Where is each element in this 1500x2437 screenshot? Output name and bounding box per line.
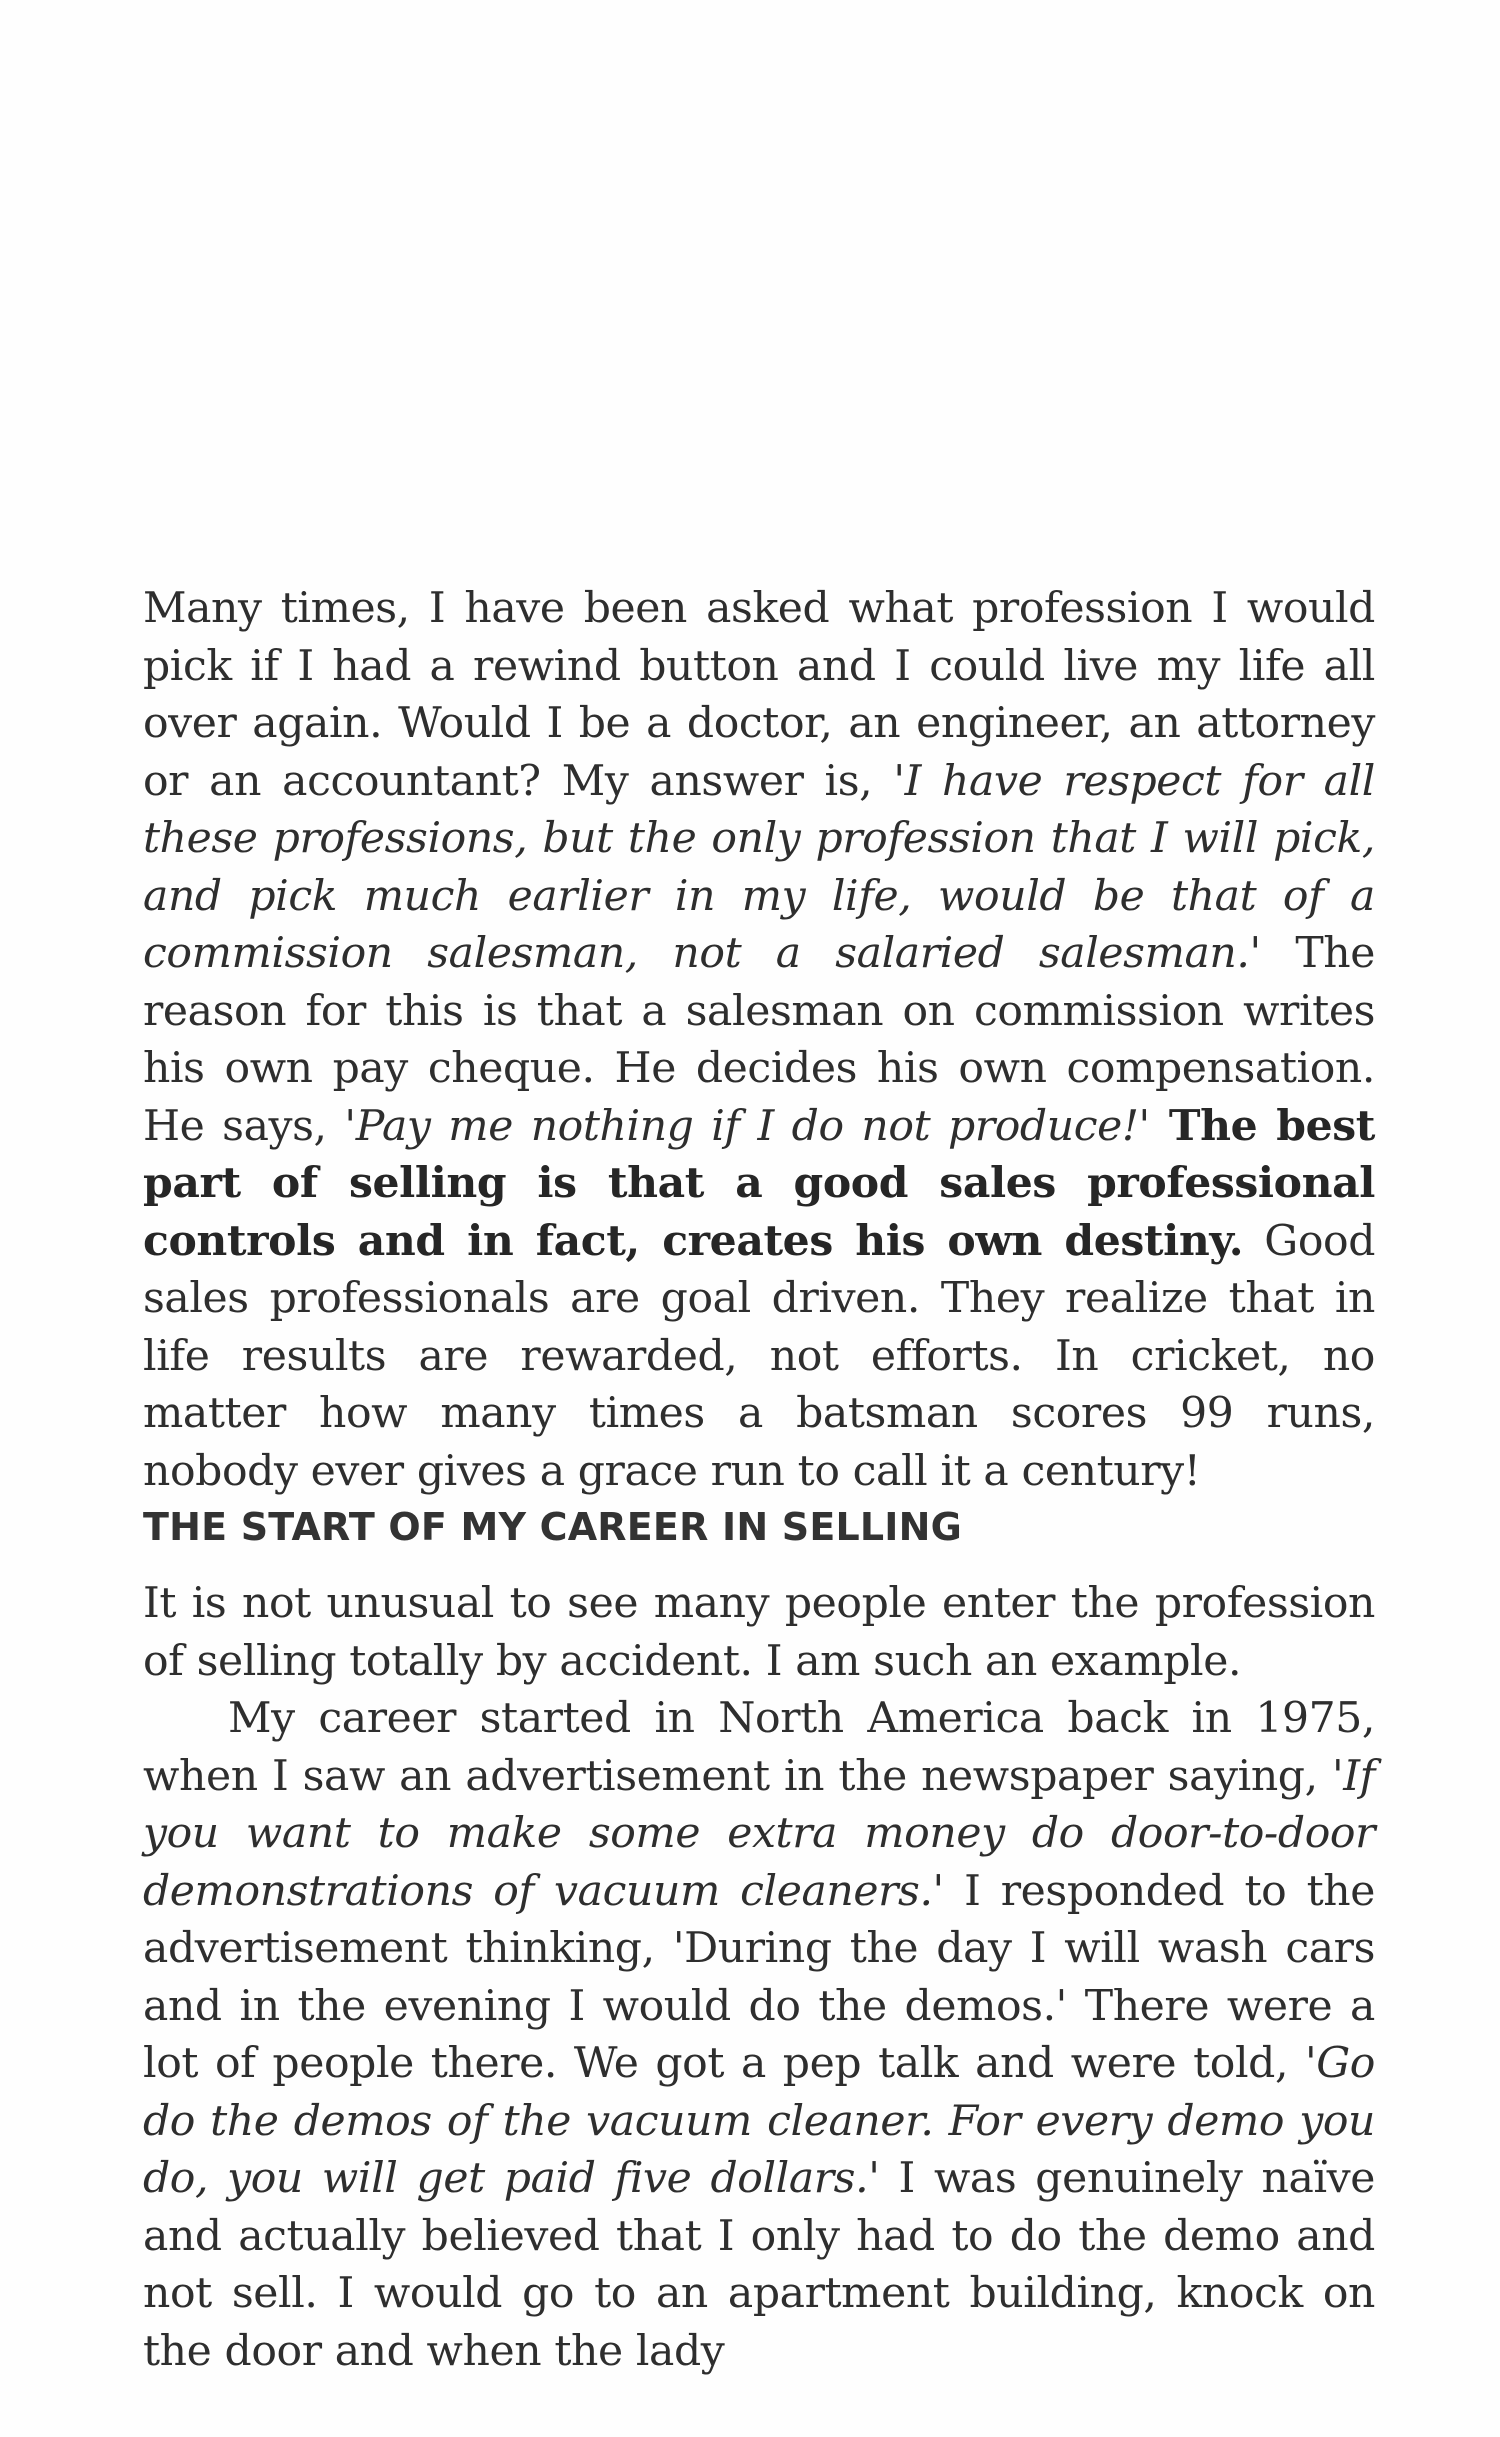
body-paragraph-1: [143, 580, 1375, 1500]
body-section-2: [143, 1575, 1375, 2380]
p3-italic-quote-1: 'If you want to make some extra money do door-to-door demonstrations of vacuum cleaners.': [143, 1751, 1375, 1916]
p1-italic-quote-2: 'Pay me nothing if I do not produce!': [344, 1101, 1150, 1151]
body-paragraph-2: It is not unusual to see many people enter the profession of selling totally by accident. I am such an example.: [143, 1579, 1375, 1686]
body-paragraph-3: [143, 1690, 1375, 2380]
p3-text-2: I responded to the advertisement thinking, 'During the day I will wash cars and in the evening I would do the demos.' There were a lot of people there. We got a pep talk and were told,: [143, 1866, 1375, 2088]
section-heading: THE START OF MY CAREER IN SELLING: [143, 1505, 963, 1549]
p1-text-1: Many times, I have been asked what profession I would pick if I had a rewind button and I could live my life all over again. Would I be a doctor, an engineer, an attorney or an accountant? My answer is,: [143, 584, 1375, 806]
p3-italic-quote-2: 'Go do the demos of the vacuum cleaner. For every demo you do, you will get paid five dollars.': [143, 2039, 1375, 2203]
p1-text-3: Good sales professionals are goal driven. They realize that in life results are rewarded, not efforts. In cricket, no matter how many times a batsman scores 99 runs, nobody ever gives a grace run to call it a century!: [143, 1216, 1375, 1496]
p3-text-1: My career started in North America back in 1975, when I saw an advertisement in the newspaper saying,: [143, 1694, 1375, 1801]
p1-bold-statement: The best part of selling is that a good sales professional controls and in fact, creates his own destiny.: [143, 1100, 1375, 1266]
p1-text-2: The reason for this is that a salesman on commission writes his own pay cheque. He decides his own compensation. He says,: [143, 929, 1375, 1151]
p3-text-3: I was genuinely naïve and actually believed that I only had to do the demo and not sell. I would go to an apartment building, knock on the door and when the lady: [143, 2154, 1376, 2376]
p1-italic-quote-1: 'I have respect for all these professions, but the only profession that I will pick, and pick much earlier in my life, would be that of a commission salesman, not a salaried salesman.': [143, 756, 1375, 978]
